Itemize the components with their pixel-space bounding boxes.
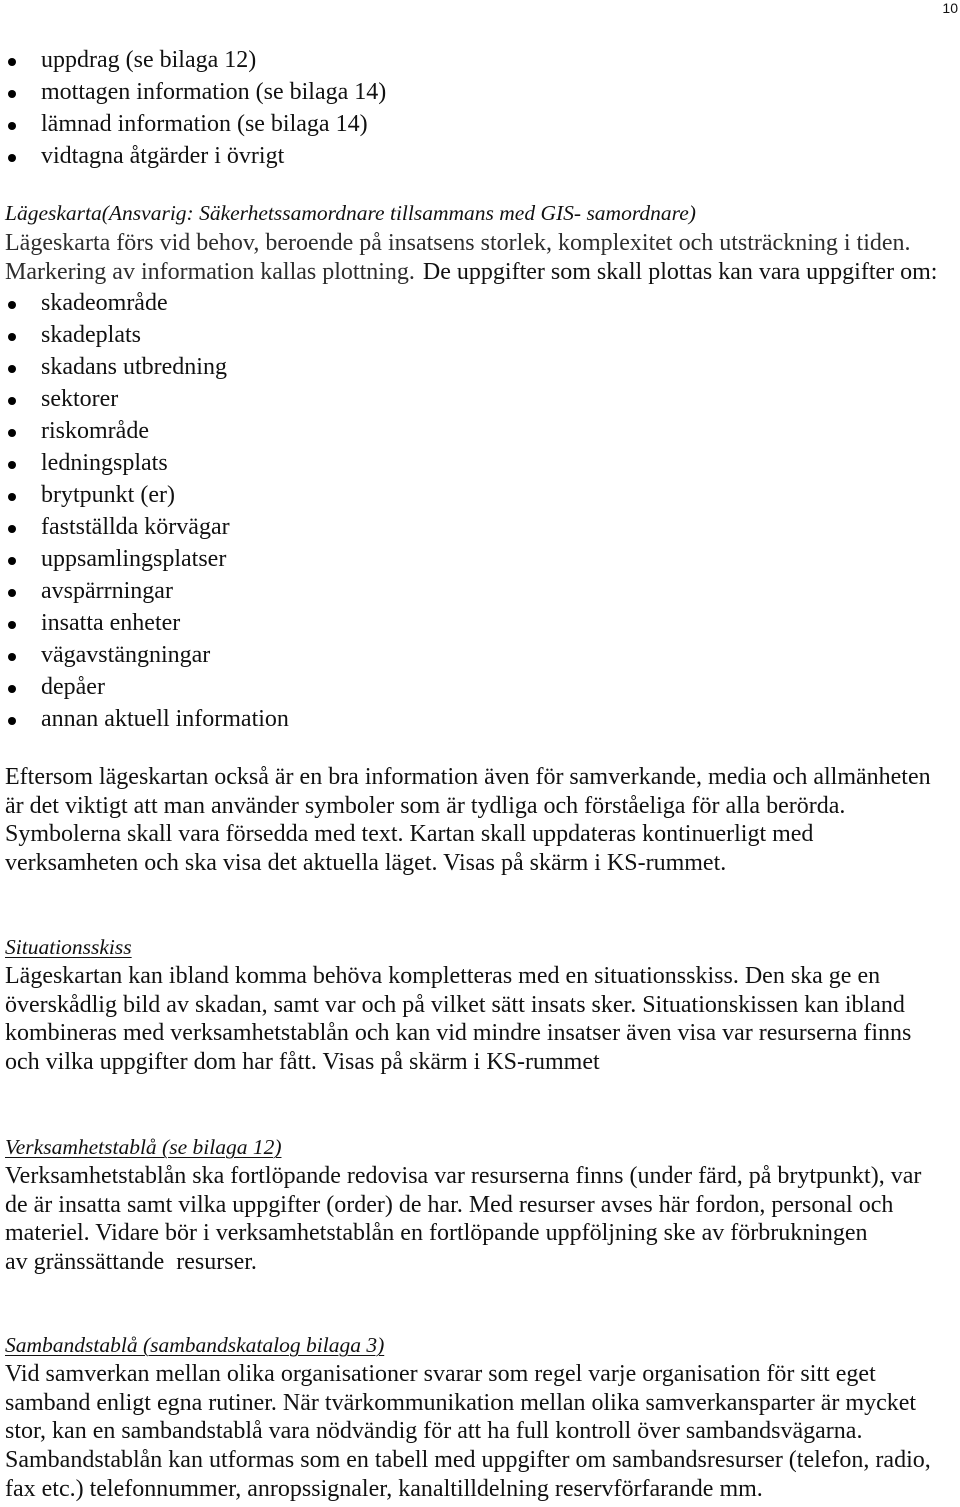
bullet-icon <box>8 493 16 501</box>
plot-items-list <box>0 287 958 735</box>
list-item <box>0 319 958 351</box>
bullet-icon <box>8 365 16 373</box>
bullet-icon <box>8 122 16 130</box>
lageskarta-section-intro <box>0 199 958 288</box>
list-item-text: sektorer <box>41 386 119 412</box>
list-item <box>0 671 958 703</box>
list-item <box>0 607 958 639</box>
bullet-icon <box>8 301 16 309</box>
intro-bullet-list <box>0 44 958 172</box>
bullet-icon <box>8 397 16 405</box>
lageskarta-heading: Lägeskarta(Ansvarig: Säkerhetssamordnare tillsammans med GIS- samordnare) <box>5 201 696 225</box>
paragraph-line: Eftersom lägeskartan också är en bra information även för samverkande, media och allmänheten <box>5 764 931 790</box>
list-item-text: ledningsplats <box>41 450 168 476</box>
paragraph-line: verksamheten och ska visa det aktuella läget. Visas på skärm i KS-rummet. <box>5 850 727 877</box>
page-number: 10 <box>942 0 958 16</box>
bullet-icon <box>8 429 16 437</box>
paragraph-line: är det viktigt att man använder symboler som är tydliga och förståeliga för alla berörda. <box>5 792 846 819</box>
sambandstabla-heading: Sambandstablå (sambandskatalog bilaga 3) <box>5 1333 385 1357</box>
list-item <box>0 703 958 735</box>
paragraph-line: överskådlig bild av skadan, samt var och på vilket sätt insats sker. Situationskissen kan ibland <box>5 991 905 1018</box>
bullet-icon <box>8 461 16 469</box>
list-item <box>0 351 958 383</box>
list-item-text: lämnad information (se bilaga 14) <box>41 111 368 137</box>
section-heading <box>0 933 958 962</box>
list-item <box>0 511 958 543</box>
list-item <box>0 287 958 319</box>
list-item-text: annan aktuell information <box>41 706 289 732</box>
paragraph-line: samband enligt egna rutiner. När tvärkommunikation mellan olika samverkansparter är mycket <box>5 1389 917 1416</box>
verksamhetstabla-section <box>0 1133 958 1277</box>
list-item-text: skadeområde <box>41 290 168 316</box>
list-item <box>0 479 958 511</box>
verksamhetstabla-heading: Verksamhetstablå (se bilaga 12) <box>5 1135 282 1159</box>
list-item-text: uppdrag (se bilaga 12) <box>41 47 257 73</box>
list-item <box>0 44 958 76</box>
list-item-text: avspärrningar <box>41 578 173 604</box>
paragraph-line: av gränssättande resurser. <box>5 1249 257 1276</box>
paragraph-line <box>0 258 958 288</box>
bullet-icon <box>8 154 16 162</box>
bullet-icon <box>8 653 16 661</box>
list-item <box>0 76 958 108</box>
list-item-text: vidtagna åtgärder i övrigt <box>41 143 285 169</box>
list-item <box>0 639 958 671</box>
paragraph-line: kombineras med verksamhetstablån och kan vid mindre insatser även visa var resurserna finns <box>5 1020 912 1047</box>
list-item-text: fastställda körvägar <box>41 514 230 540</box>
list-item <box>0 447 958 479</box>
list-item-text: skadans utbredning <box>41 354 227 380</box>
list-item-text: uppsamlingsplatser <box>41 546 227 572</box>
bullet-icon <box>8 90 16 98</box>
bullet-icon <box>8 621 16 629</box>
list-item-text: mottagen information (se bilaga 14) <box>41 79 387 105</box>
paragraph-line: Lägeskartan kan ibland komma behöva kompletteras med en situationsskiss. Den ska ge en <box>5 962 881 989</box>
list-item-text: insatta enheter <box>41 610 181 636</box>
list-item-text: riskområde <box>41 418 149 444</box>
list-item <box>0 383 958 415</box>
list-item-text: brytpunkt (er) <box>41 482 175 508</box>
paragraph-line: Lägeskarta förs vid behov, beroende på insatsens storlek, komplexitet och utsträckning i tiden. <box>5 229 911 256</box>
bullet-icon <box>8 58 16 66</box>
sentence: Markering av information kallas plottning. <box>5 259 415 285</box>
list-item <box>0 140 958 172</box>
section-heading <box>0 1133 958 1162</box>
list-item-text: depåer <box>41 674 105 700</box>
paragraph-line: Verksamhetstablån ska fortlöpande redovisa var resurserna finns (under färd, på brytpunkt), var <box>5 1162 922 1189</box>
paragraph-line: de är insatta samt vilka uppgifter (order) de har. Med resurser avses här fordon, personal och <box>5 1191 894 1218</box>
bullet-icon <box>8 717 16 725</box>
paragraph-line: materiel. Vidare bör i verksamhetstablån en fortlöpande uppföljning ske av förbrukningen <box>5 1220 868 1247</box>
list-item <box>0 415 958 447</box>
list-item-text: skadeplats <box>41 322 141 348</box>
paragraph-line: Vid samverkan mellan olika organisationer svarar som regel varje organisation för sitt eget <box>5 1360 876 1387</box>
list-item <box>0 108 958 140</box>
lageskarta-paragraph <box>0 763 958 878</box>
sentence: De uppgifter som skall plottas kan vara uppgifter om: <box>422 259 938 285</box>
bullet-icon <box>8 525 16 533</box>
situationsskiss-section <box>0 933 958 1077</box>
sambandstabla-section <box>0 1331 958 1504</box>
paragraph-line: Symbolerna skall vara försedda med text. Kartan skall uppdateras kontinuerligt med <box>5 821 814 848</box>
paragraph-line: fax etc.) telefonnummer, anropssignaler, kanaltilldelning reservförfarande mm. <box>5 1475 763 1502</box>
list-item-text: vägavstängningar <box>41 642 211 668</box>
list-item <box>0 543 958 575</box>
paragraph-line: Sambandstablån kan utformas som en tabell med uppgifter om sambandsresurser (telefon, radio, <box>5 1447 931 1474</box>
situationsskiss-heading: Situationsskiss <box>5 935 132 959</box>
paragraph-line: och vilka uppgifter dom har fått. Visas på skärm i KS-rummet <box>5 1049 600 1076</box>
section-heading <box>0 1331 958 1360</box>
paragraph-line: stor, kan en sambandstablå vara nödvändig för att ha full kontroll över sambandsvägarna. <box>5 1418 863 1445</box>
bullet-icon <box>8 557 16 565</box>
bullet-icon <box>8 333 16 341</box>
bullet-icon <box>8 589 16 597</box>
bullet-icon <box>8 685 16 693</box>
list-item <box>0 575 958 607</box>
